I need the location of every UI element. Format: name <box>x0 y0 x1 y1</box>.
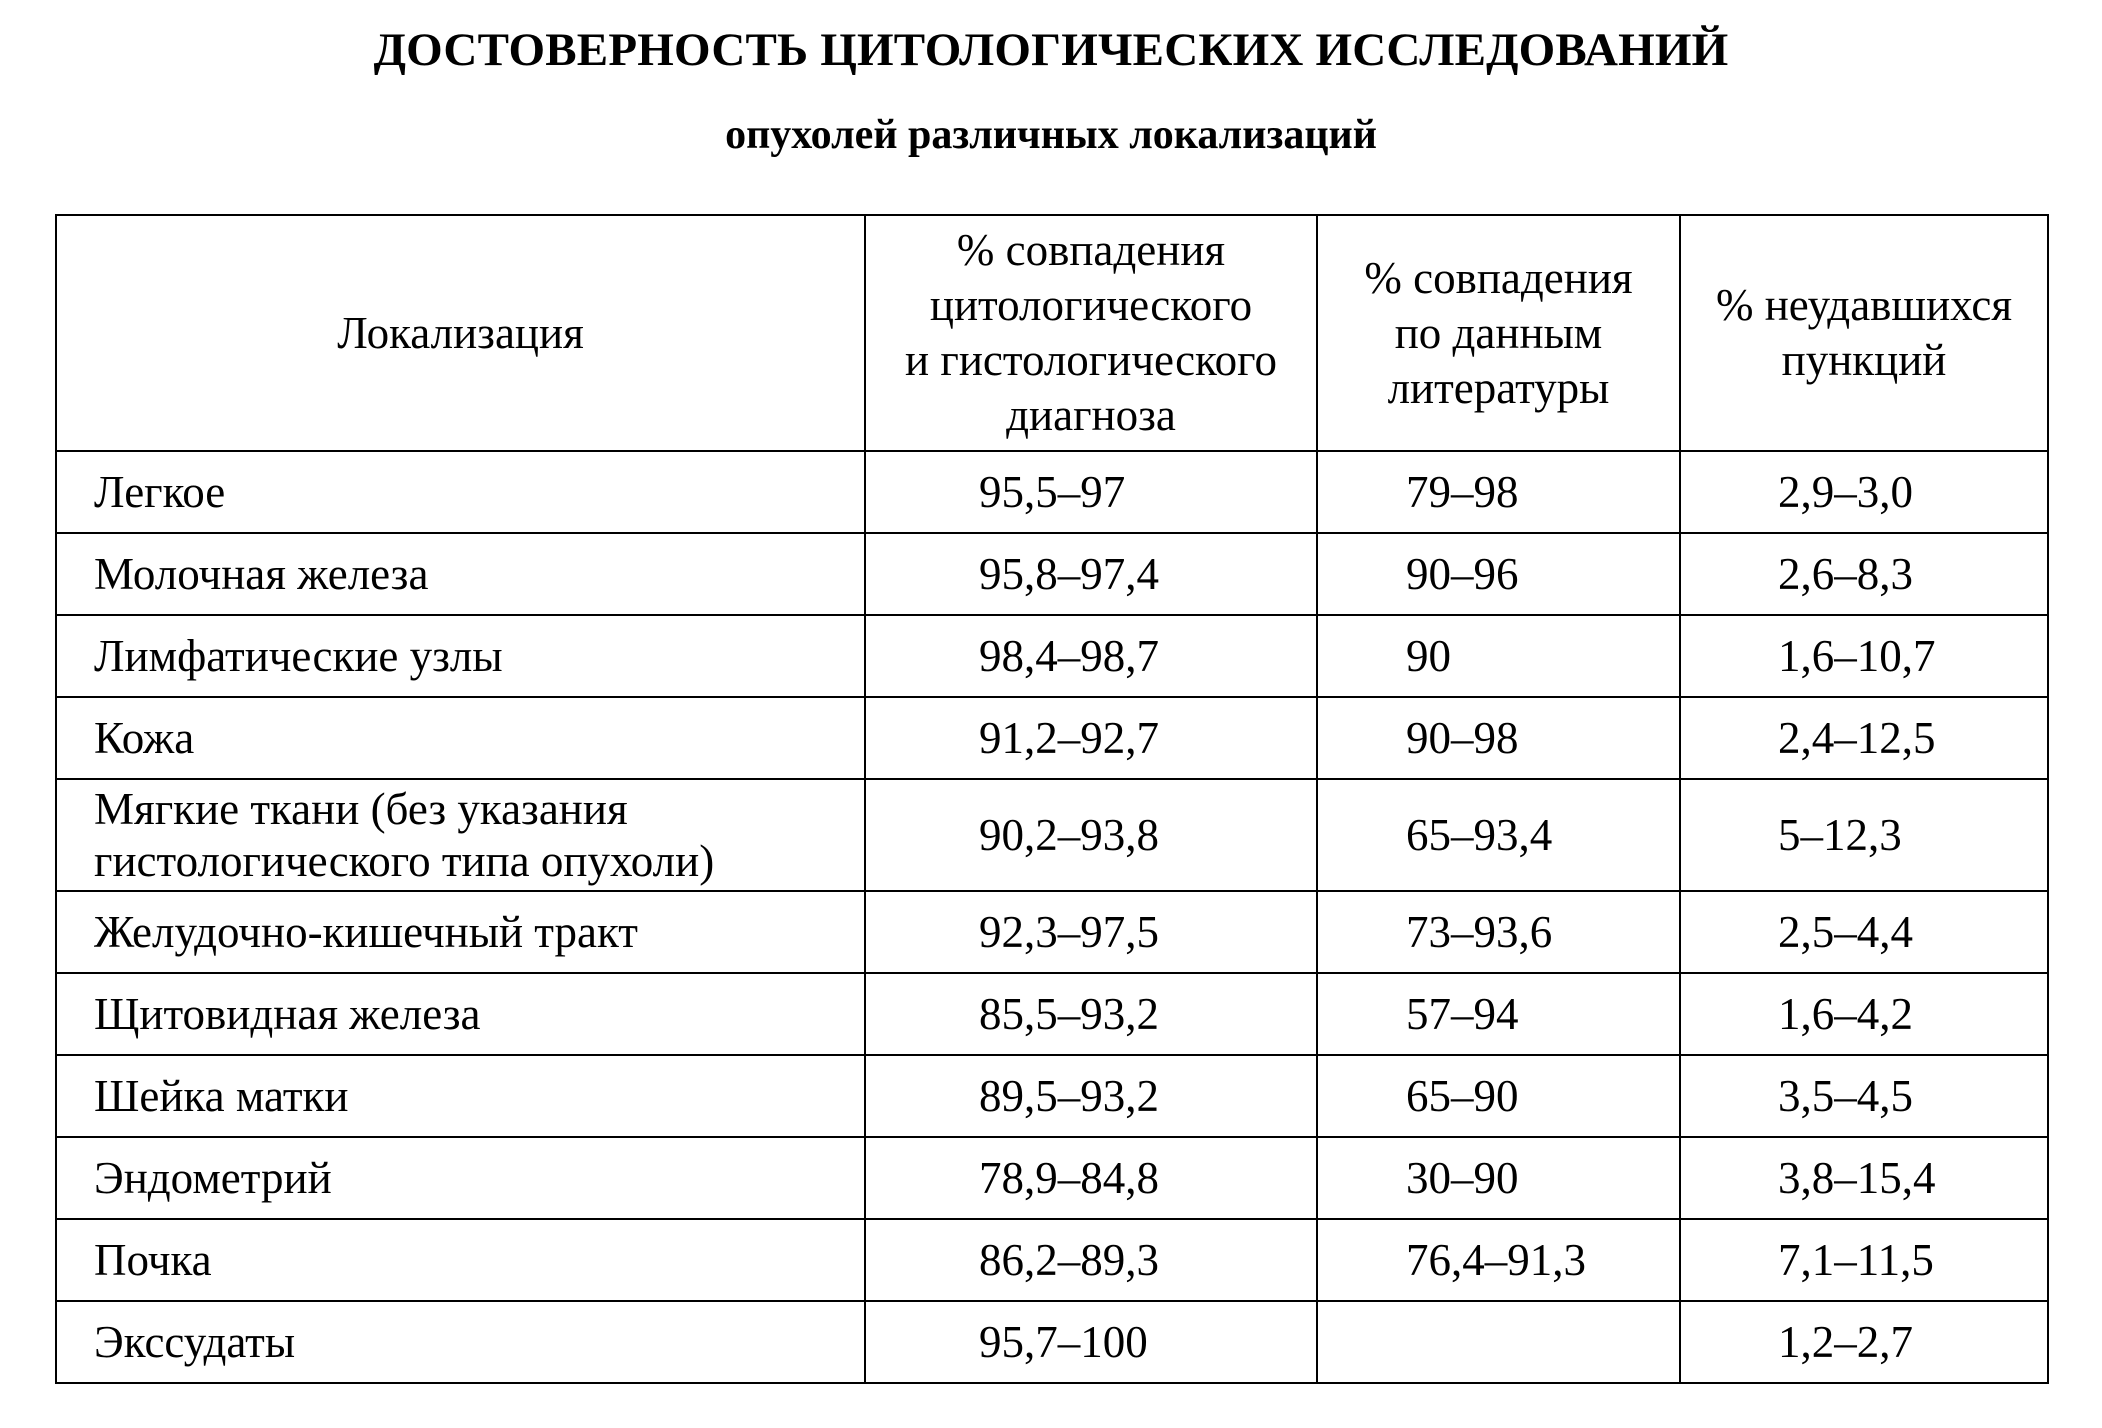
cell-cyto-histo-match: 78,9–84,8 <box>865 1137 1317 1219</box>
cell-literature-match: 57–94 <box>1317 973 1680 1055</box>
cell-literature-match: 90–96 <box>1317 533 1680 615</box>
cell-failed-punctures: 1,6–4,2 <box>1680 973 2048 1055</box>
cell-cyto-histo-match: 95,5–97 <box>865 451 1317 533</box>
cell-localization: Молочная железа <box>56 533 865 615</box>
cell-literature-match <box>1317 1301 1680 1383</box>
cell-cyto-histo-match: 98,4–98,7 <box>865 615 1317 697</box>
cell-failed-punctures: 2,4–12,5 <box>1680 697 2048 779</box>
cell-localization: Кожа <box>56 697 865 779</box>
cell-literature-match: 65–90 <box>1317 1055 1680 1137</box>
cell-literature-match: 76,4–91,3 <box>1317 1219 1680 1301</box>
cell-failed-punctures: 2,9–3,0 <box>1680 451 2048 533</box>
cell-cyto-histo-match: 95,7–100 <box>865 1301 1317 1383</box>
cell-failed-punctures: 3,8–15,4 <box>1680 1137 2048 1219</box>
table-header-row <box>56 215 2048 451</box>
cell-cyto-histo-match: 90,2–93,8 <box>865 779 1317 891</box>
cell-cyto-histo-match: 92,3–97,5 <box>865 891 1317 973</box>
cell-cyto-histo-match: 89,5–93,2 <box>865 1055 1317 1137</box>
cell-failed-punctures: 3,5–4,5 <box>1680 1055 2048 1137</box>
header-failed-punctures: % неудавшихся пункций <box>1680 215 2048 451</box>
page-title: ДОСТОВЕРНОСТЬ ЦИТОЛОГИЧЕСКИХ ИССЛЕДОВАНИЙ <box>373 24 1729 76</box>
table-row <box>56 1219 2048 1301</box>
header-cyto-histo-match: % совпадения цитологического и гистологического диагноза <box>865 215 1317 451</box>
cell-localization: Легкое <box>56 451 865 533</box>
cell-localization: Лимфатические узлы <box>56 615 865 697</box>
table-row <box>56 891 2048 973</box>
table-row <box>56 451 2048 533</box>
cell-failed-punctures: 5–12,3 <box>1680 779 2048 891</box>
cell-literature-match: 79–98 <box>1317 451 1680 533</box>
cell-cyto-histo-match: 86,2–89,3 <box>865 1219 1317 1301</box>
cell-cyto-histo-match: 85,5–93,2 <box>865 973 1317 1055</box>
cell-localization: Шейка матки <box>56 1055 865 1137</box>
header-literature-match: % совпадения по данным литературы <box>1317 215 1680 451</box>
cell-failed-punctures: 1,6–10,7 <box>1680 615 2048 697</box>
cell-failed-punctures: 1,2–2,7 <box>1680 1301 2048 1383</box>
cell-literature-match: 73–93,6 <box>1317 891 1680 973</box>
reliability-table <box>55 214 2049 1384</box>
cell-literature-match: 30–90 <box>1317 1137 1680 1219</box>
cell-failed-punctures: 7,1–11,5 <box>1680 1219 2048 1301</box>
cell-localization: Эндометрий <box>56 1137 865 1219</box>
cell-localization: Желудочно-кишечный тракт <box>56 891 865 973</box>
cell-cyto-histo-match: 91,2–92,7 <box>865 697 1317 779</box>
header-localization: Локализация <box>56 215 865 451</box>
cell-localization: Почка <box>56 1219 865 1301</box>
cell-localization: Мягкие ткани (без указания гистологического типа опухоли) <box>56 779 865 891</box>
table-row <box>56 779 2048 891</box>
cell-localization: Щитовидная железа <box>56 973 865 1055</box>
table-row <box>56 973 2048 1055</box>
cell-failed-punctures: 2,6–8,3 <box>1680 533 2048 615</box>
cell-cyto-histo-match: 95,8–97,4 <box>865 533 1317 615</box>
page-subtitle: опухолей различных локализаций <box>725 112 1377 158</box>
table-row <box>56 615 2048 697</box>
table-row <box>56 697 2048 779</box>
cell-literature-match: 65–93,4 <box>1317 779 1680 891</box>
cell-literature-match: 90–98 <box>1317 697 1680 779</box>
cell-localization: Экссудаты <box>56 1301 865 1383</box>
table-row <box>56 1137 2048 1219</box>
cell-literature-match: 90 <box>1317 615 1680 697</box>
cell-failed-punctures: 2,5–4,4 <box>1680 891 2048 973</box>
table-row <box>56 533 2048 615</box>
table-row <box>56 1055 2048 1137</box>
table-row <box>56 1301 2048 1383</box>
